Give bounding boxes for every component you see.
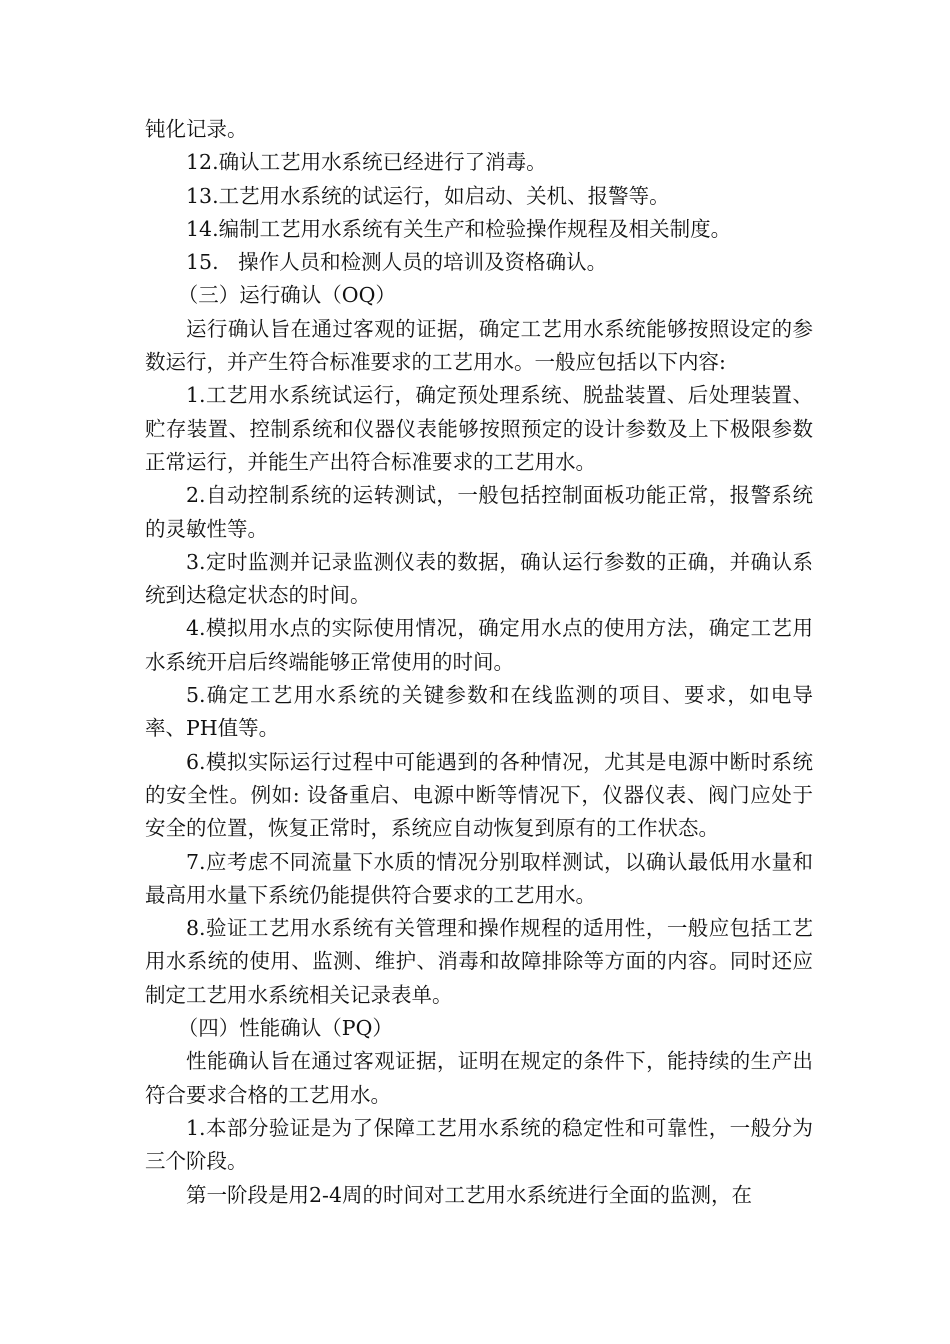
oq-item-5: 5.确定工艺用水系统的关键参数和在线监测的项目、要求，如电导率、PH值等。 [145,683,813,741]
list-item-14: 14.编制工艺用水系统有关生产和检验操作规程及相关制度。 [186,216,732,241]
section-heading-oq: （三）运行确认（OQ） [177,283,396,308]
oq-item-2: 2.自动控制系统的运转测试，一般包括控制面板功能正常，报警系统的灵敏性等。 [145,483,813,541]
list-item-15: 15. 操作人员和检测人员的培训及资格确认。 [186,250,608,275]
document-body [145,113,813,1212]
oq-item-8: 8.验证工艺用水系统有关管理和操作规程的适用性，一般应包括工艺用水系统的使用、监测、维护、消毒和故障排除等方面的内容。同时还应制定工艺用水系统相关记录表单。 [145,916,813,1007]
paragraph-pq-intro: 性能确认旨在通过客观证据，证明在规定的条件下，能持续的生产出符合要求合格的工艺用水。 [145,1049,813,1107]
oq-item-6: 6.模拟实际运行过程中可能遇到的各种情况，尤其是电源中断时系统的安全性。例如: 设备重启、电源中断等情况下，仪器仪表、阀门应处于安全的位置，恢复正常时，系统应自动恢复到原有的工作状态。 [145,749,813,841]
list-item-12: 12.确认工艺用水系统已经进行了消毒。 [186,150,547,175]
paragraph-0: 钝化记录。 [145,117,248,141]
pq-stage-1: 第一阶段是用2-4周的时间对工艺用水系统进行全面的监测，在 [186,1182,753,1207]
pq-item-1: 1.本部分验证是为了保障工艺用水系统的稳定性和可靠性，一般分为三个阶段。 [145,1115,813,1174]
oq-item-1: 1.工艺用水系统试运行，确定预处理系统、脱盐装置、后处理装置、贮存装置、控制系统和仪器仪表能够按照预定的设计参数及上下极限参数正常运行，并能生产出符合标准要求的工艺用水。 [145,383,813,474]
paragraph-oq-intro: 运行确认旨在通过客观的证据，确定工艺用水系统能够按照设定的参数运行，并产生符合标准要求的工艺用水。一般应包括以下内容: [145,316,813,375]
oq-item-3: 3.定时监测并记录监测仪表的数据，确认运行参数的正确，并确认系统到达稳定状态的时间。 [145,549,813,608]
list-item-13: 13.工艺用水系统的试运行，如启动、关机、报警等。 [186,183,670,208]
oq-item-4: 4.模拟用水点的实际使用情况，确定用水点的使用方法，确定工艺用水系统开启后终端能够正常使用的时间。 [145,616,813,674]
oq-item-7: 7.应考虑不同流量下水质的情况分别取样测试，以确认最低用水量和最高用水量下系统仍能提供符合要求的工艺用水。 [145,849,813,907]
section-heading-pq: （四）性能确认（PQ） [177,1016,393,1041]
